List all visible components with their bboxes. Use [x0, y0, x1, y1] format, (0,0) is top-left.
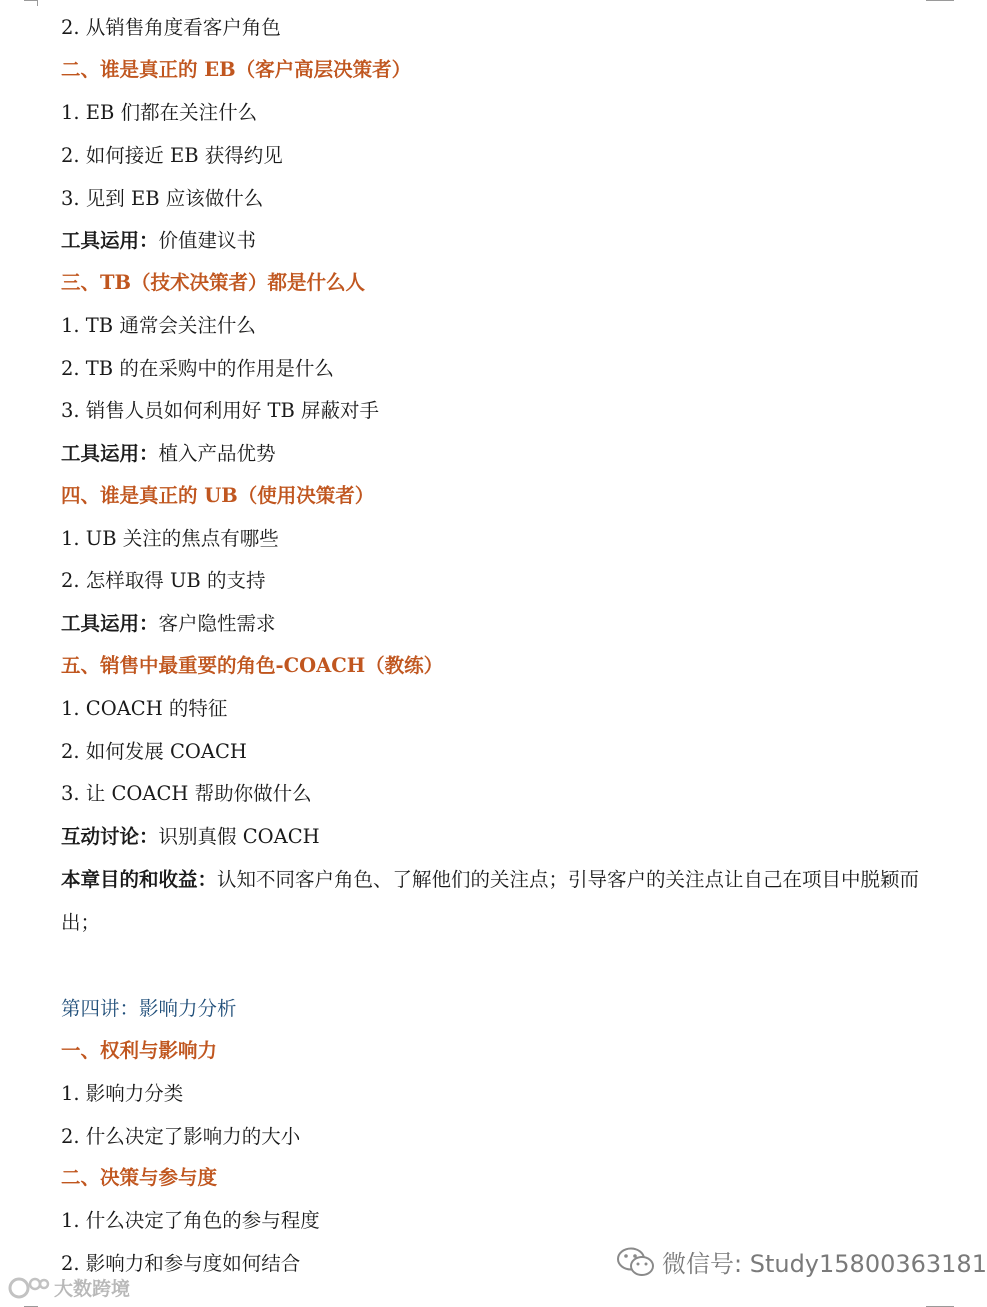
tool-label: 工具运用：: [61, 612, 159, 635]
outline-item: 2. 从销售角度看客户角色: [61, 16, 281, 39]
summary-text: 认知不同客户角色、了解他们的关注点；引导客户的关注点让自己在项目中脱颖而出；: [61, 868, 920, 934]
tool-line: [61, 612, 276, 636]
tool-label: 工具运用：: [61, 229, 159, 252]
outline-item: 1. TB 通常会关注什么: [61, 314, 256, 337]
tool-line: [61, 229, 256, 253]
discussion-line: [61, 825, 320, 849]
watermark-text: 微信号: Study15800363181: [662, 1250, 987, 1278]
discussion-text: 识别真假 COACH: [158, 825, 320, 848]
tool-label: 工具运用：: [61, 442, 159, 465]
section-heading: 四、谁是真正的 UB（使用决策者）: [61, 484, 375, 507]
tool-text: 客户隐性需求: [158, 612, 276, 635]
outline-item: 2. 怎样取得 UB 的支持: [61, 569, 266, 592]
chapter-summary: [61, 858, 941, 944]
section-heading: 二、决策与参与度: [61, 1166, 218, 1189]
outline-item: 3. 见到 EB 应该做什么: [61, 187, 264, 210]
lecture-title: 第四讲：影响力分析: [61, 997, 237, 1020]
outline-item: 1. EB 们都在关注什么: [61, 101, 258, 124]
outline-item: 2. TB 的在采购中的作用是什么: [61, 357, 334, 380]
outline-item: 3. 让 COACH 帮助你做什么: [61, 782, 312, 805]
discussion-label: 互动讨论：: [61, 825, 159, 848]
summary-label: 本章目的和收益：: [61, 868, 218, 891]
page-corner-mark: [37, 0, 38, 6]
section-heading: 三、TB（技术决策者）都是什么人: [61, 271, 365, 294]
outline-item: 2. 如何接近 EB 获得约见: [61, 144, 283, 167]
page-corner-mark: [926, 0, 954, 1]
outline-item: 3. 销售人员如何利用好 TB 屏蔽对手: [61, 399, 380, 422]
outline-item: 2. 如何发展 COACH: [61, 740, 247, 763]
brand-logo: [8, 1274, 130, 1301]
outline-item: 1. 什么决定了角色的参与程度: [61, 1209, 320, 1232]
outline-item: 2. 影响力和参与度如何结合: [61, 1252, 301, 1275]
outline-item: 1. COACH 的特征: [61, 697, 228, 720]
logo-mark-icon: [8, 1275, 50, 1301]
wechat-watermark: [616, 1244, 987, 1279]
outline-item: 2. 什么决定了影响力的大小: [61, 1125, 301, 1148]
outline-item: 1. 影响力分类: [61, 1082, 184, 1105]
section-heading: 五、销售中最重要的角色-COACH（教练）: [61, 654, 444, 677]
wechat-icon: [616, 1246, 656, 1278]
tool-text: 植入产品优势: [158, 442, 276, 465]
outline-item: 1. UB 关注的焦点有哪些: [61, 527, 279, 550]
section-heading: 一、权利与影响力: [61, 1039, 218, 1062]
logo-text: 大数跨境: [54, 1278, 131, 1300]
tool-line: [61, 442, 276, 466]
page-corner-mark: [24, 0, 38, 1]
tool-text: 价值建议书: [158, 229, 257, 252]
section-heading: 二、谁是真正的 EB（客户高层决策者）: [61, 58, 412, 81]
